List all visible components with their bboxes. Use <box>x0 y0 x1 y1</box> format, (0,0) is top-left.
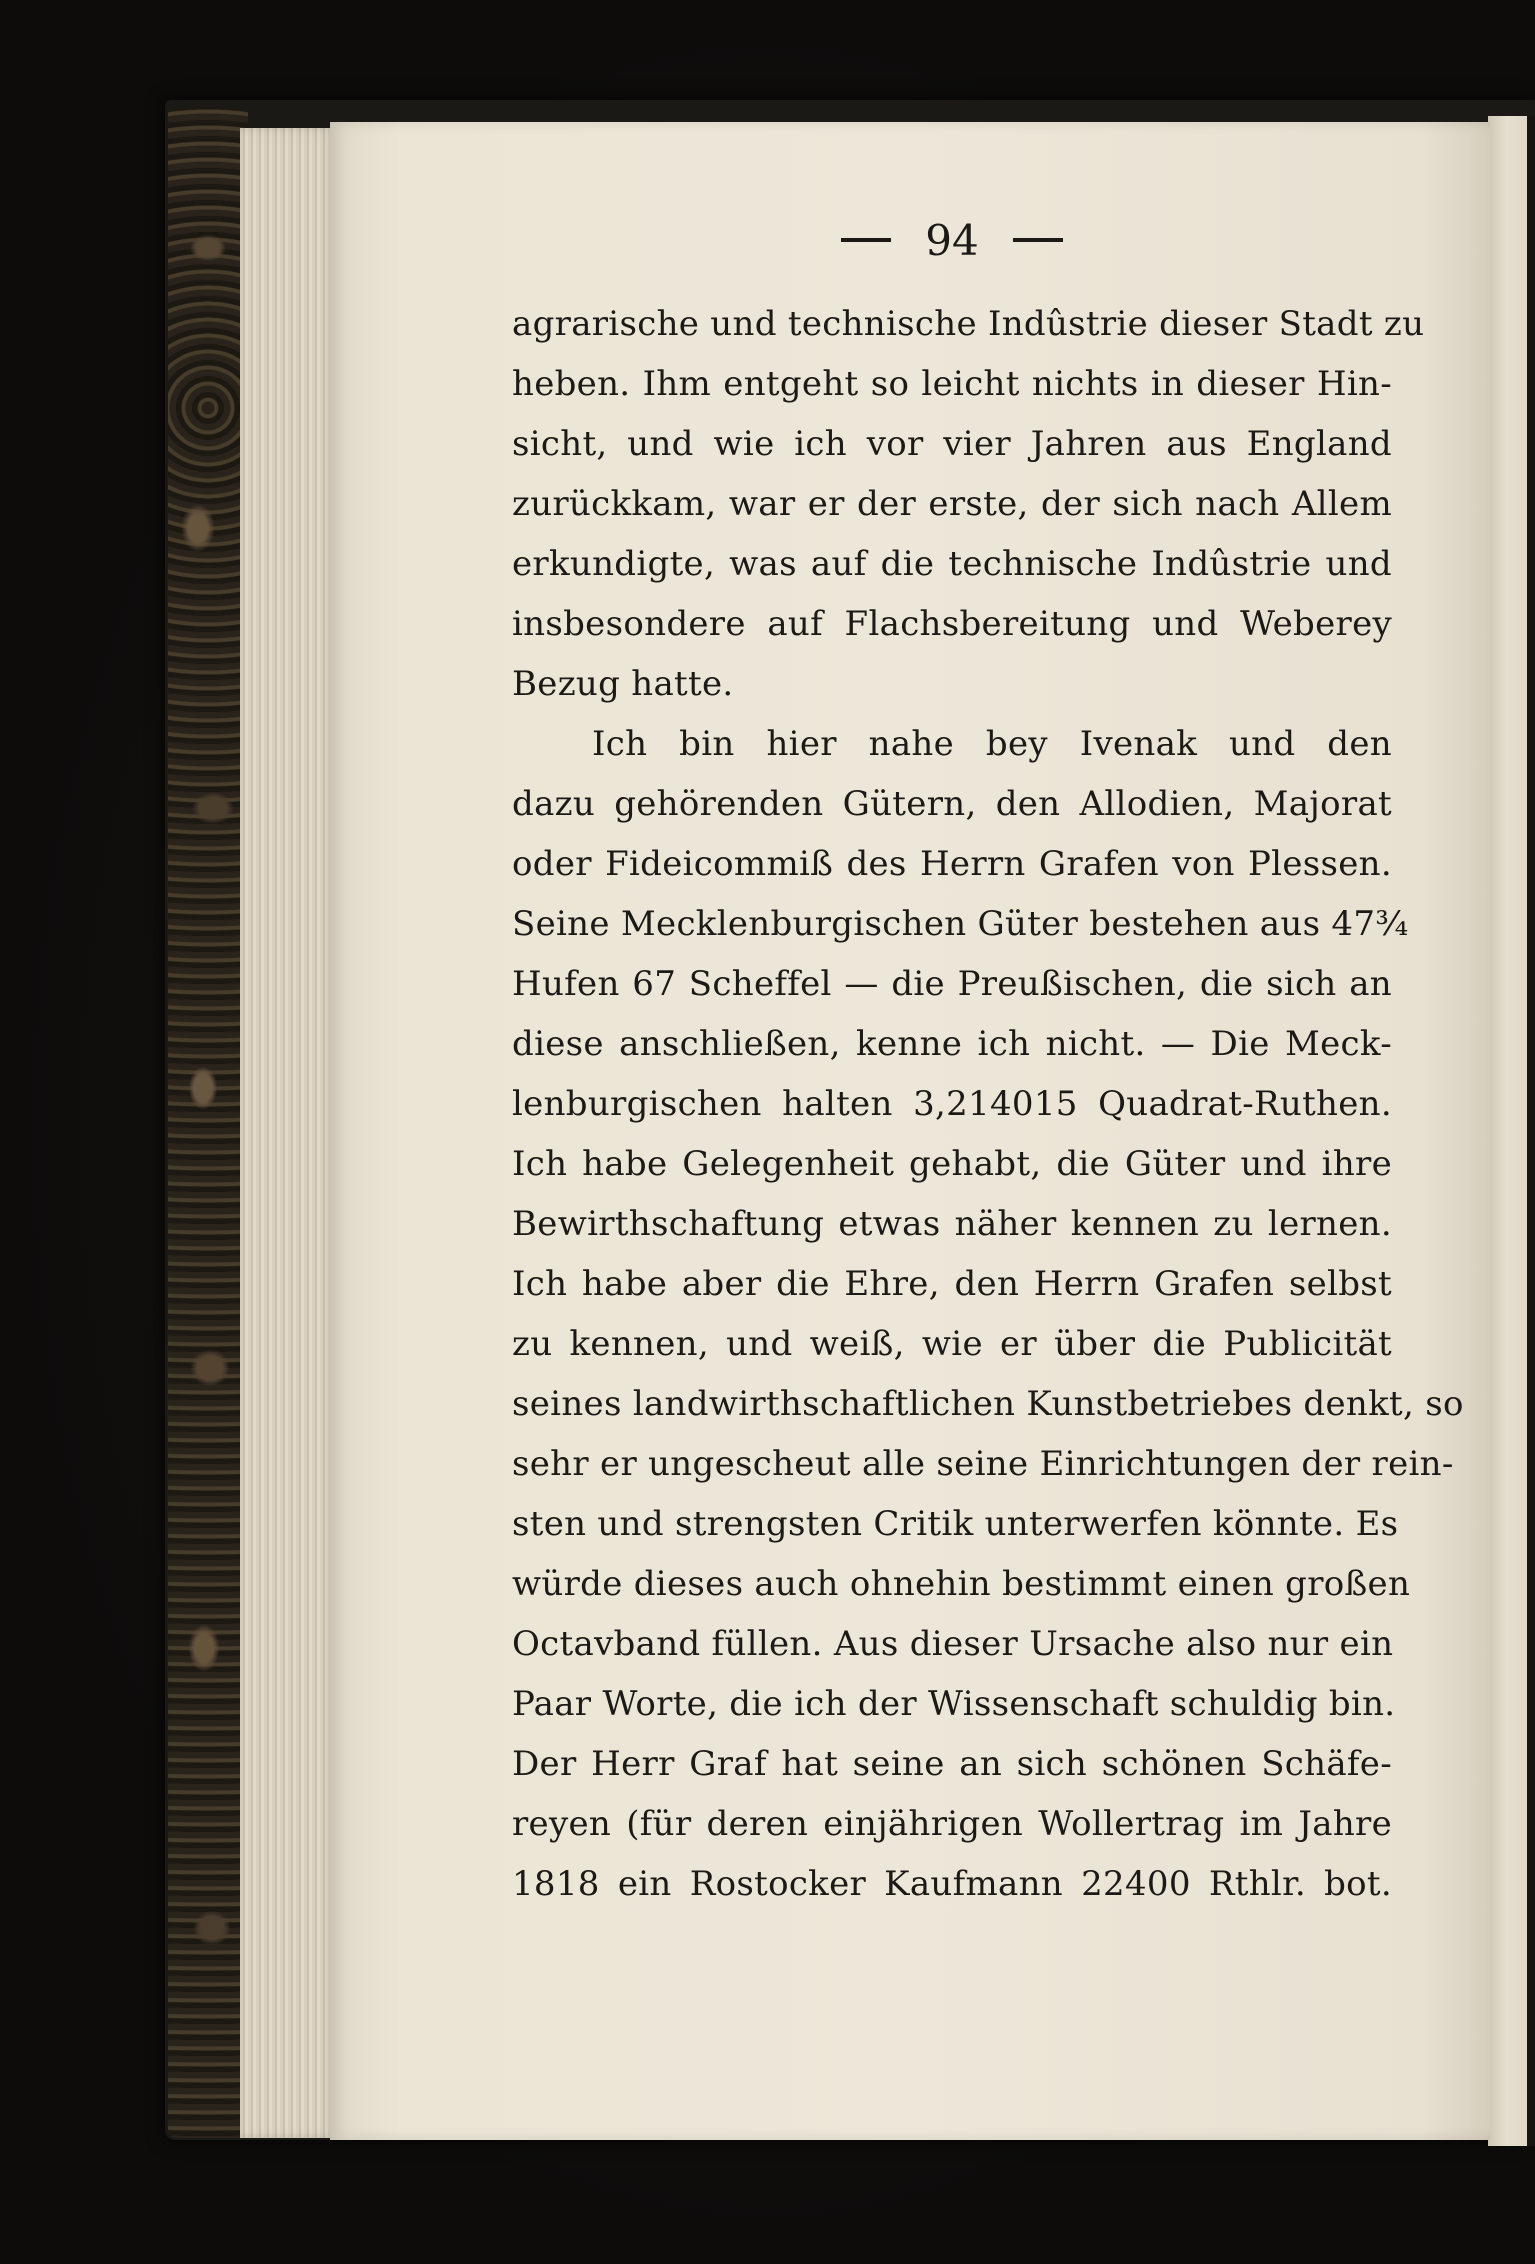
text-line: agrarische und technische Indûstrie dieser Stadt zu <box>512 304 1425 344</box>
text-line: Bewirthschaftung etwas näher kennen zu lernen. <box>512 1204 1392 1244</box>
text-line: Octavband füllen. Aus dieser Ursache also nur ein <box>512 1624 1394 1664</box>
text-line: Ich habe Gelegenheit gehabt, die Güter und ihre <box>512 1144 1392 1184</box>
facing-page-edge <box>1488 116 1535 2146</box>
text-line: seines landwirthschaftlichen Kunstbetriebes denkt, so <box>512 1384 1464 1424</box>
page-text-block <box>512 200 1464 1914</box>
page-number: 94 <box>925 215 979 265</box>
text-line: Ich bin hier nahe bey Ivenak und den <box>592 724 1392 764</box>
header-dash-right <box>1013 238 1063 242</box>
text-line: lenburgischen halten 3,214015 Quadrat-Ruthen. <box>512 1084 1392 1124</box>
text-line: dazu gehörenden Gütern, den Allodien, Majorat <box>512 784 1392 824</box>
header-dash-left <box>841 238 891 242</box>
text-line: Der Herr Graf hat seine an sich schönen Schäfe- <box>512 1744 1392 1784</box>
text-line: Paar Worte, die ich der Wissenschaft schuldig bin. <box>512 1684 1396 1724</box>
text-line: reyen (für deren einjährigen Wollertrag im Jahre <box>512 1804 1392 1844</box>
text-line: Seine Mecklenburgischen Güter bestehen aus 47¾ <box>512 904 1409 944</box>
marbled-cover-edge <box>168 108 248 2138</box>
text-line: diese anschließen, kenne ich nicht. — Die Meck- <box>512 1024 1392 1064</box>
text-line: sehr er ungescheut alle seine Einrichtungen der rein- <box>512 1444 1454 1484</box>
text-line: 1818 ein Rostocker Kaufmann 22400 Rthlr. bot. <box>512 1864 1392 1904</box>
text-line: Ich habe aber die Ehre, den Herrn Grafen selbst <box>512 1264 1392 1304</box>
text-line: sicht, und wie ich vor vier Jahren aus England <box>512 424 1392 464</box>
text-line: würde dieses auch ohnehin bestimmt einen großen <box>512 1564 1411 1604</box>
text-line: Bezug hatte. <box>512 664 734 704</box>
text-line: erkundigte, was auf die technische Indûstrie und <box>512 544 1392 584</box>
page-stack-edges <box>240 128 336 2138</box>
text-line: oder Fideicommiß des Herrn Grafen von Plessen. <box>512 844 1392 884</box>
page-header <box>512 200 1392 280</box>
text-line: sten und strengsten Critik unterwerfen könnte. Es <box>512 1504 1399 1544</box>
text-line: heben. Ihm entgeht so leicht nichts in dieser Hin- <box>512 364 1392 404</box>
text-line: insbesondere auf Flachsbereitung und Weberey <box>512 604 1392 644</box>
text-line: zu kennen, und weiß, wie er über die Publicität <box>512 1324 1392 1364</box>
text-line: Hufen 67 Scheffel — die Preußischen, die sich an <box>512 964 1392 1004</box>
text-line: zurückkam, war er der erste, der sich nach Allem <box>512 484 1392 524</box>
